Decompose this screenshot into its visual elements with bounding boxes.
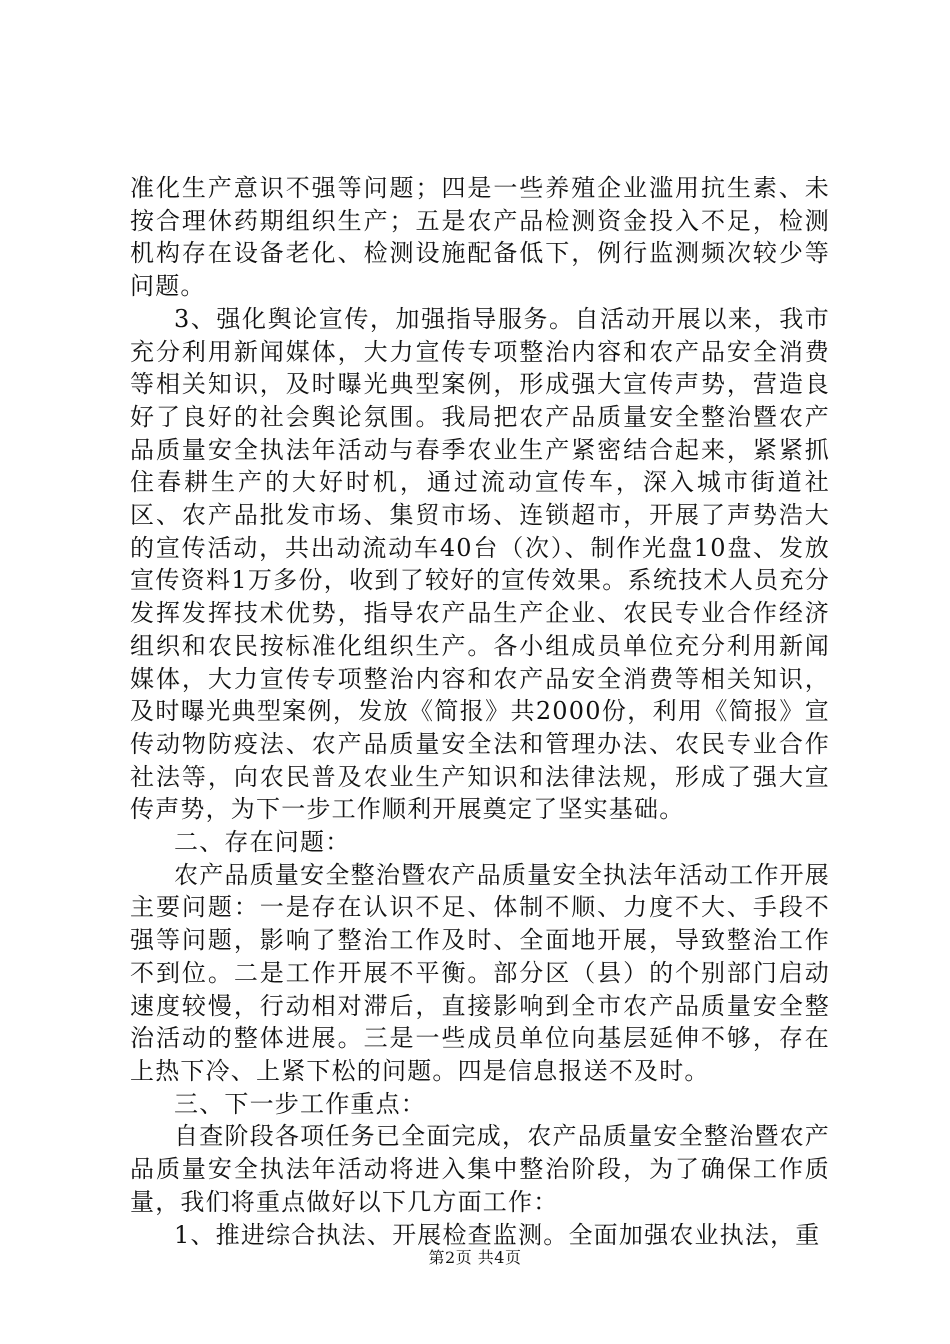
document-body (130, 172, 830, 1251)
paragraph-problems: 农产品质量安全整治暨农产品质量安全执法年活动工作开展主要问题：一是存在认识不足、体制不顺、力度不大、手段不强等问题，影响了整治工作及时、全面地开展，导致整治工作不到位。二是工作开展不平衡。部分区（县）的个别部门启动速度较慢，行动相对滞后，直接影响到全市农产品质量安全整治活动的整体进展。三是一些成员单位向基层延伸不够，存在上热下冷、上紧下松的问题。四是信息报送不及时。 (130, 860, 830, 1085)
paragraph-enforcement: 1、推进综合执法、开展检查监测。全面加强农业执法，重 (174, 1220, 821, 1249)
page-number-footer: 第2页 共4页 (428, 1248, 522, 1267)
section-heading-next-steps: 三、下一步工作重点： (174, 1089, 426, 1118)
paragraph-intro-continuation: 准化生产意识不强等问题；四是一些养殖企业滥用抗生素、未按合理休药期组织生产；五是农产品检测资金投入不足，检测机构存在设备老化、检测设施配备低下，例行监测频次较少等问题。 (130, 174, 830, 301)
section-heading-problems: 二、存在问题： (174, 828, 351, 857)
paragraph-publicity: 3、强化舆论宣传，加强指导服务。自活动开展以来，我市充分利用新闻媒体，大力宣传专项整治内容和农产品安全消费等相关知识，及时曝光典型案例，形成强大宣传声势，营造良好了良好的社会舆论氛围。我局把农产品质量安全整治暨农产品质量安全执法年活动与春季农业生产紧密结合起来，紧紧抓住春耕生产的大好时机，通过流动宣传车，深入城市街道社区、农产品批发市场、集贸市场、连锁超市，开展了声势浩大的宣传活动，共出动流动车40台（次）、制作光盘10盘、发放宣传资料1万多份，收到了较好的宣传效果。系统技术人员充分发挥发挥技术优势，指导农产品生产企业、农民专业合作经济组织和农民按标准化组织生产。各小组成员单位充分利用新闻媒体，大力宣传专项整治内容和农产品安全消费等相关知识，及时曝光典型案例，发放《简报》共2000份，利用《简报》宣传动物防疫法、农产品质量安全法和管理办法、农民专业合作社法等，向农民普及农业生产知识和法律法规，形成了强大宣传声势，为下一步工作顺利开展奠定了坚实基础。 (130, 304, 830, 824)
paragraph-next-steps: 自查阶段各项任务已全面完成，农产品质量安全整治暨农产品质量安全执法年活动将进入集中整治阶段，为了确保工作质量，我们将重点做好以下几方面工作： (130, 1122, 830, 1216)
